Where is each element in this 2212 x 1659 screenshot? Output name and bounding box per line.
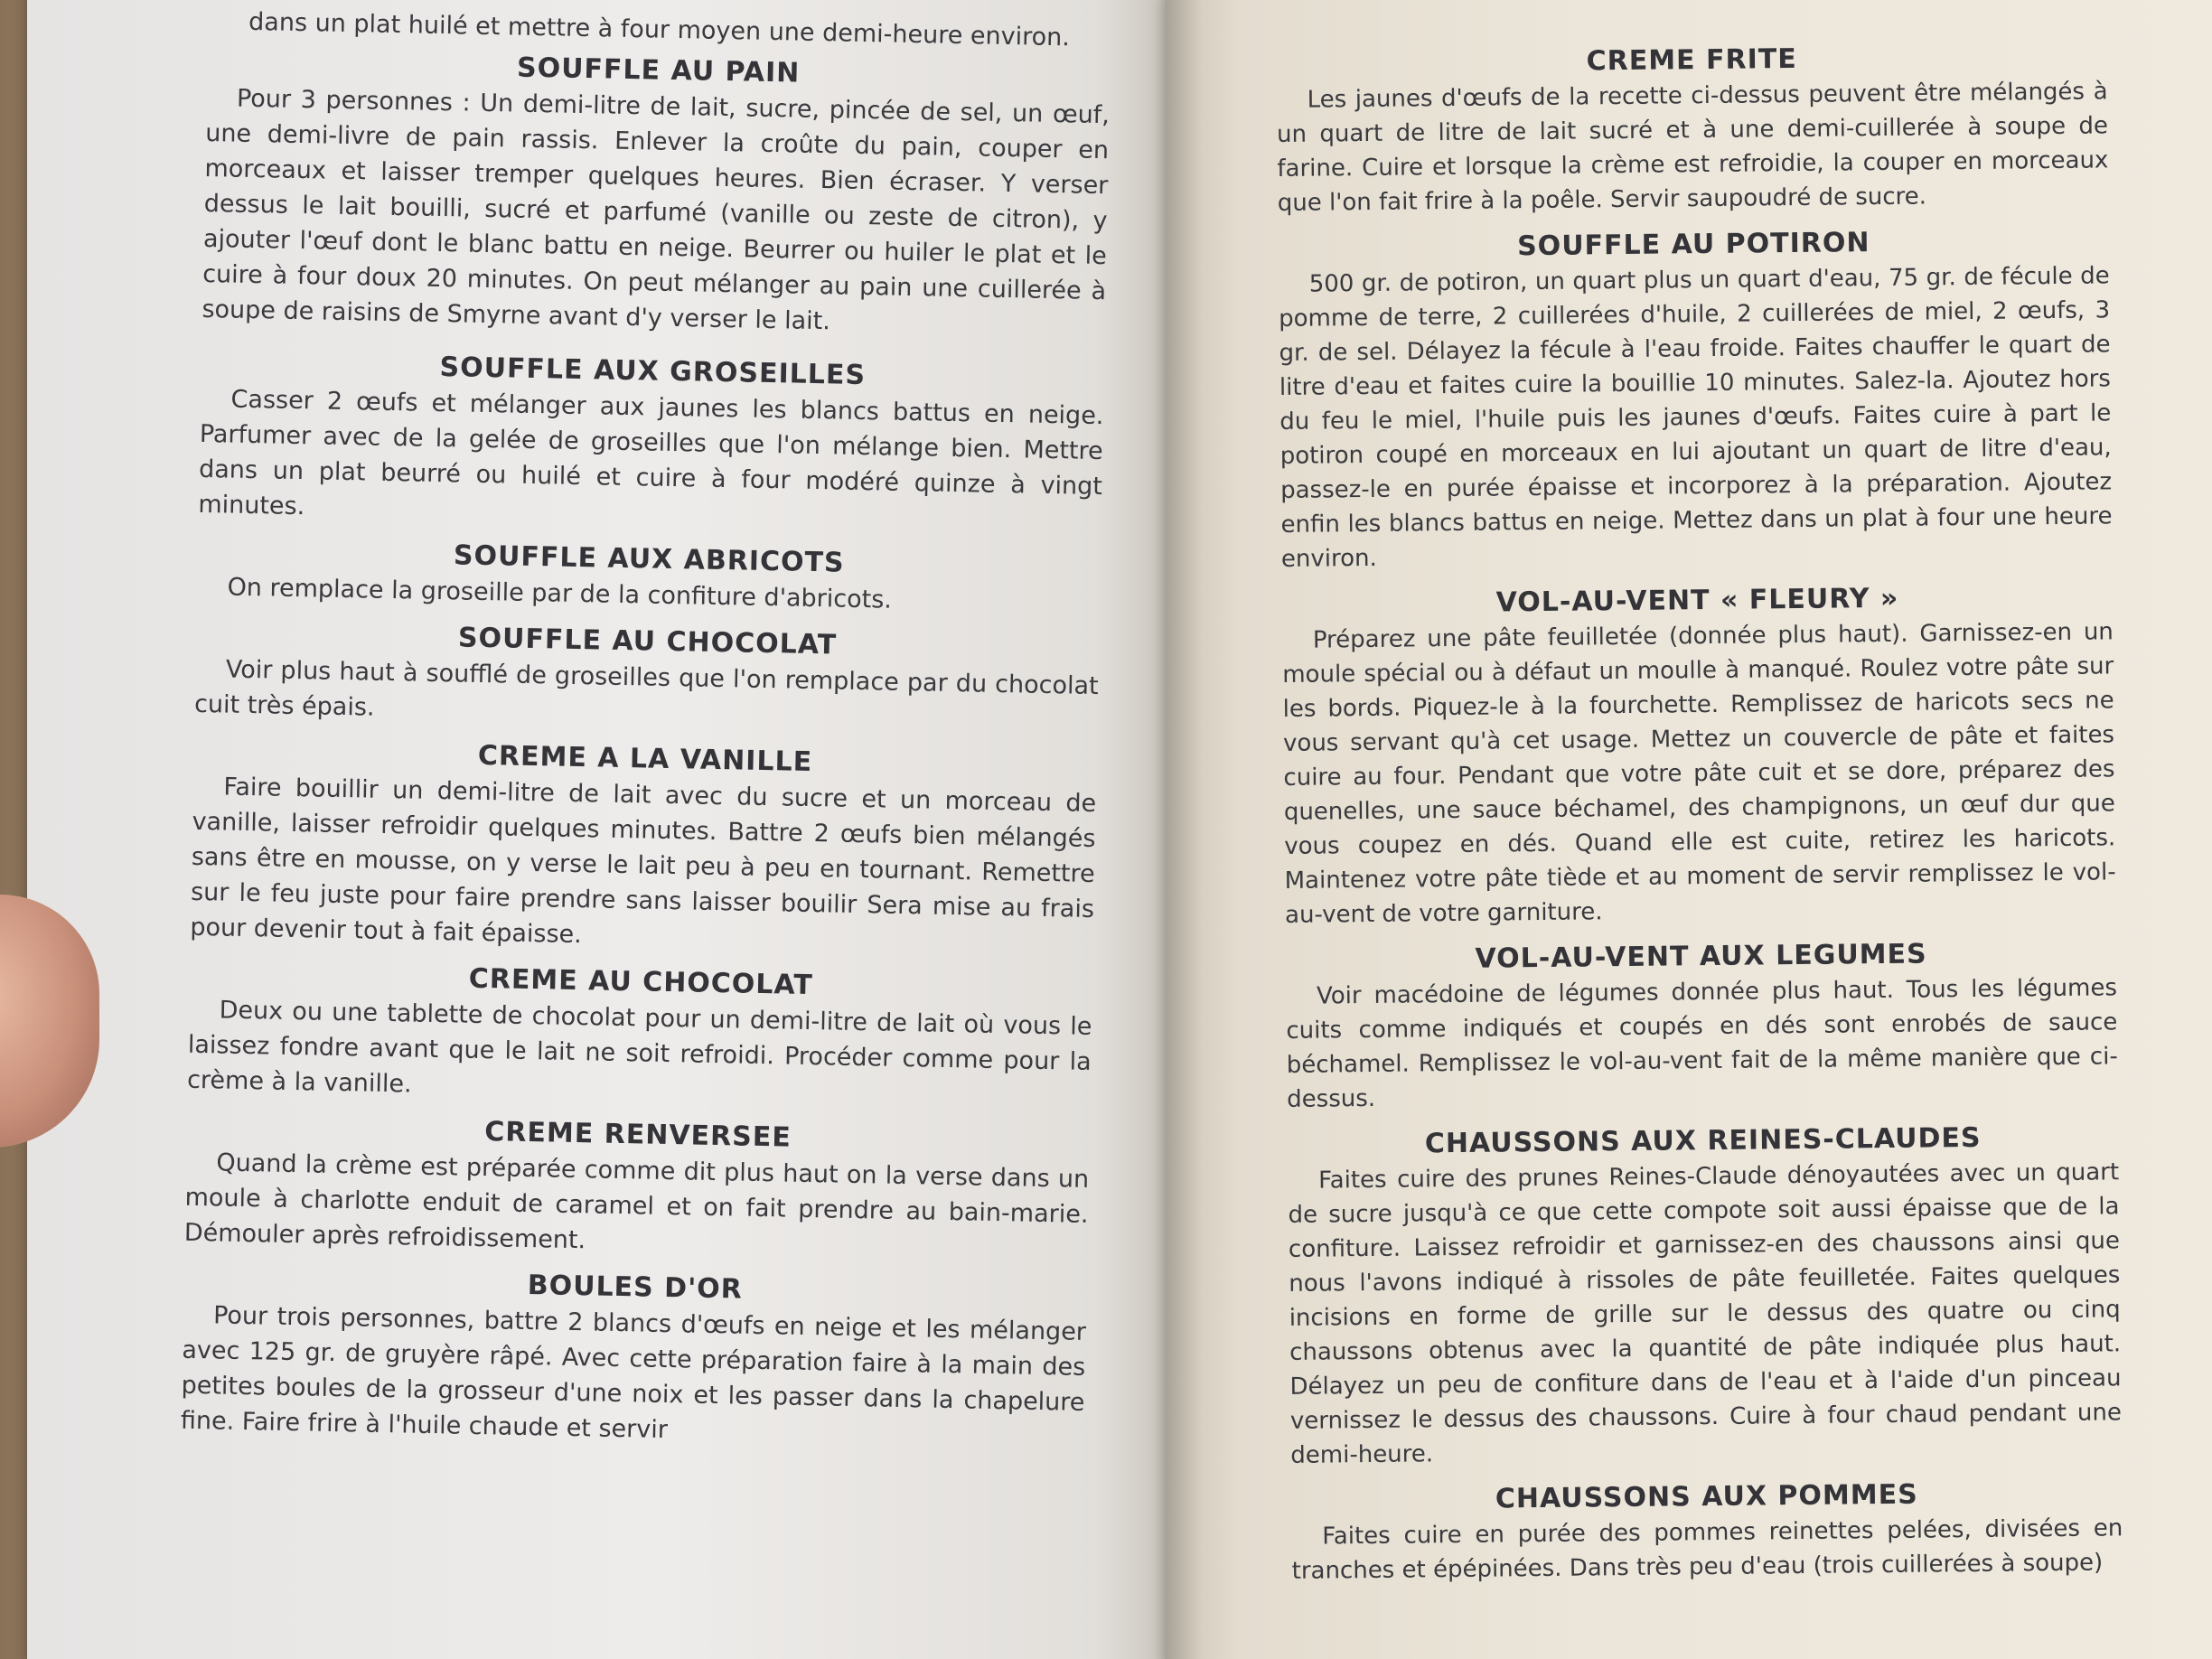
recipe-title: CREME A LA VANILLE <box>477 739 813 778</box>
recipe-title: VOL-AU-VENT « FLEURY » <box>1495 582 1899 619</box>
recipe-body: Faites cuire des prunes Reines-Claude dénoyautées avec un quart de sucre jusqu'à ce que cette compote soit aussi épaisse que de la confiture. Laissez refroidir et garnissez-en des chaussons ainsi que nous l'avons indiqué à rissoles de pâte feuilletée. Faites quelques incisions en forme de grille sur le dessus des quatre ou cinq chaussons obtenus avec la quantité de pâte indiquée plus haut. Délayez un peu de confiture dans de l'eau et à l'aide d'un pinceau vernissez le dessus des chaussons. Cuire à four chaud pendant une demi-heure. <box>1288 1158 2123 1469</box>
recipe-body: Faire bouillir un demi-litre de lait avec du sucre et un morceau de vanille, laisser refroidir quelques minutes. Battre 2 œufs bien mélangés sans être en mousse, on y verse le lait peu à peu en tournant. Remettre sur le feu juste pour faire prendre sans laisser bouilir Sera mise au frais pour devenir tout à fait épaisse. <box>190 773 1097 950</box>
recipe-body: Casser 2 œufs et mélanger aux jaunes les blancs battus en neige. Parfumer avec de la gelée de groseilles que l'on mélange bien. Mettre dans un plat beurré ou huilé et cuire à four modéré quinze à vingt minutes. <box>198 385 1104 521</box>
recipe-body: Faites cuire en purée des pommes reinettes pelées, divisées en tranches et épépinées. Dans très peu d'eau (trois cuillerées à soupe) <box>1291 1514 2123 1585</box>
recipe-title: SOUFFLE AU CHOCOLAT <box>457 622 838 661</box>
recipe-body: Pour trois personnes, battre 2 blancs d'œufs en neige et les mélanger avec 125 gr. de gruyère râpé. Avec cette préparation faire à la main des petites boules de la grosseur d'une noix et les passer dans la chapelure fine. Faire frire à l'huile chaude et servir <box>180 1301 1087 1445</box>
recipe-title: SOUFFLE AUX ABRICOTS <box>453 539 845 579</box>
recipe-body: Préparez une pâte feuilletée (donnée plus haut). Garnissez-en un moule spécial ou à défaut un moulle à manqué. Roulez votre pâte sur les bords. Piquez-le à la fourchette. Remplissez de haricots secs ne vous servant qu'à cet usage. Mettez un couvercle de pâte et faites cuire au four. Pendant que votre pâte cuit et se dore, préparez des quenelles, une sauce béchamel, des champignons, un œuf dur que vous coupez en dés. Quand elle est cuite, retirez les haricots. Maintenez votre pâte tiède et au moment de servir remplissez le vol-au-vent de votre garniture. <box>1282 618 2116 929</box>
recipe-title: CREME RENVERSEE <box>483 1116 792 1154</box>
recipe-title: CHAUSSONS AUX REINES-CLAUDES <box>1424 1121 1982 1160</box>
recipe-body: 500 gr. de potiron, un quart plus un quart d'eau, 75 gr. de fécule de pomme de terre, 2 cuillerées d'huile, 2 cuillerées de miel, 2 œufs, 3 gr. de sel. Délayez la fécule à l'eau froide. Faites chauffer le quart de litre d'eau et faites cuire la bouillie 10 minutes. Salez-la. Ajoutez hors du feu le miel, l'huile puis les jaunes d'œufs. Faites cuire à part le potiron coupé en morceaux en lui ajoutant un quart de litre d'eau, passez-le en purée épaisse et incorporez à la préparation. Ajoutez enfin les blancs battus en neige. Mettez dans un plat à four une heure environ. <box>1278 262 2113 573</box>
recipe-body: Quand la crème est préparée comme dit plus haut on la verse dans un moule à charlotte enduit de caramel et on fait prendre au bain-marie. Démouler après refroidissement. <box>183 1148 1090 1255</box>
recipe-title: SOUFFLE AU PAIN <box>516 52 801 89</box>
recipe-body: Voir macédoine de légumes donnée plus haut. Tous les légumes cuits comme indiqués et coupés en dés sont enrobés de sauce béchamel. Remplissez le vol-au-vent fait de la même manière que ci-dessus. <box>1286 974 2118 1113</box>
recipe-title: CHAUSSONS AUX POMMES <box>1495 1478 1918 1515</box>
recipe-title: SOUFFLE AUX GROSEILLES <box>439 351 867 392</box>
recipe-body: Pour 3 personnes : Un demi-litre de lait, sucre, pincée de sel, un œuf, une demi-livre de pain rassis. Enlever la croûte du pain, couper en morceaux et laisser tremper quelques heures. Bien écraser. Y verser dessus le lait bouilli, sucré et parfumé (vanille ou zeste de citron), y ajouter l'œuf dont le blanc battu en neige. Beurrer ou huiler le plat et le cuire à four doux 20 minutes. On peut mélanger au pain une cuillerée à soupe de raisins de Smyrne avant d'y verser le lait. <box>202 84 1111 336</box>
recipe-title: CREME FRITE <box>1586 42 1797 78</box>
recipe-body: Deux ou une tablette de chocolat pour un demi-litre de lait où vous le laissez fondre avant que le lait ne soit refroidi. Procéder comme pour la crème à la vanille. <box>186 996 1092 1099</box>
recipe-title: VOL-AU-VENT AUX LEGUMES <box>1475 938 1927 975</box>
recipe-title: SOUFFLE AU POTIRON <box>1516 227 1870 263</box>
recipe-body: Voir plus haut à soufflé de groseilles que l'on remplace par du chocolat cuit très épais. <box>193 655 1099 722</box>
recipe-title: BOULES D'OR <box>527 1270 744 1306</box>
recipe-body: On remplace la groseille par de la confiture d'abricots. <box>227 573 893 614</box>
book-gutter <box>1166 0 1202 1659</box>
recipe-title: CREME AU CHOCOLAT <box>468 962 814 1002</box>
intro-line: dans un plat huilé et mettre à four moyen une demi-heure environ. <box>248 7 1071 52</box>
left-page-text <box>180 4 1111 1461</box>
right-page-text <box>1276 38 2123 1594</box>
recipe-body: Les jaunes d'œufs de la recette ci-dessus peuvent être mélangés à un quart de litre de lait sucré et à une demi-cuillerée à soupe de farine. Cuire et lorsque la crème est refroidie, la couper en morceaux que l'on fait frire à la poêle. Servir saupoudré de sucre. <box>1276 78 2109 217</box>
